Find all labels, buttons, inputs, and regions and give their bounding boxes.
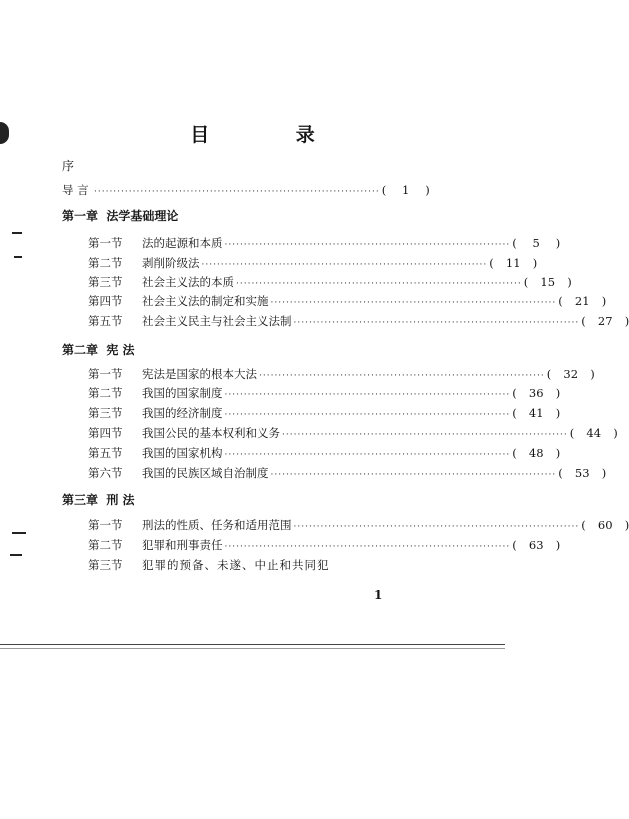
section-title: 剥削阶级法	[142, 256, 200, 270]
section-entry	[88, 445, 561, 461]
section-page: 5	[532, 236, 540, 250]
chapter-label: 第一章	[62, 209, 99, 223]
page-number: 1	[374, 588, 383, 602]
section-entry	[88, 293, 607, 309]
section-entry	[88, 274, 572, 290]
scan-mark	[14, 256, 22, 258]
section-title: 我国的国家机构	[142, 446, 223, 460]
page-ref: ( 44 )	[569, 426, 618, 440]
section-page: 63	[528, 538, 544, 552]
leader-dots: ··········································································	[293, 522, 580, 532]
page-ref: ( 36 )	[512, 386, 561, 400]
chapter-heading	[62, 342, 135, 358]
bottom-rule	[0, 644, 505, 645]
page-ref: ( 27 )	[581, 314, 629, 328]
scan-mark	[10, 554, 22, 556]
leader-dots: ··········································································	[293, 318, 580, 328]
section-page: 32	[563, 367, 579, 381]
chapter-title: 宪 法	[106, 343, 135, 357]
section-page: 41	[528, 406, 544, 420]
leader-dots: ··········································································	[224, 542, 511, 552]
leader-dots: ··········································································	[236, 279, 522, 289]
section-entry	[88, 537, 561, 553]
section-number: 第一节	[88, 367, 123, 381]
section-page: 11	[505, 256, 521, 270]
leader-dots: ··········································································	[201, 260, 488, 270]
section-title: 犯罪和刑事责任	[142, 538, 223, 552]
section-number: 第三节	[88, 406, 123, 420]
section-page: 21	[574, 294, 590, 308]
intro-label: 导 言	[62, 183, 89, 197]
intro-entry	[62, 182, 430, 198]
section-number: 第一节	[88, 518, 123, 532]
section-number: 第四节	[88, 426, 123, 440]
section-entry	[88, 255, 538, 271]
page-ref: ( 32 )	[546, 367, 595, 381]
section-page: 44	[586, 426, 602, 440]
leader-dots: ··········································································	[224, 390, 511, 400]
section-entry	[88, 385, 561, 401]
section-title: 我国的经济制度	[142, 406, 223, 420]
section-entry	[88, 235, 561, 251]
section-title: 社会主义民主与社会主义法制	[142, 314, 292, 328]
section-number: 第一节	[88, 236, 123, 250]
section-title: 我国公民的基本权利和义务	[142, 426, 280, 440]
section-number: 第二节	[88, 386, 123, 400]
bottom-rule-faint	[0, 648, 505, 649]
section-number: 第二节	[88, 538, 123, 552]
section-title: 刑法的性质、任务和适用范围	[142, 518, 292, 532]
page-ref: ( 60 )	[581, 518, 629, 532]
page-ref: ( 63 )	[512, 538, 561, 552]
section-entry	[88, 425, 618, 441]
chapter-heading	[62, 208, 178, 224]
leader-dots: ··········································································	[270, 470, 557, 480]
section-page: 27	[597, 314, 613, 328]
section-title: 我国的民族区域自治制度	[142, 466, 269, 480]
section-entry	[88, 517, 629, 533]
leader-dots: ··········································································	[270, 298, 557, 308]
section-page: 15	[540, 275, 556, 289]
section-title: 社会主义法的本质	[142, 275, 234, 289]
page-title: 目 录	[190, 124, 355, 146]
section-page: 36	[528, 386, 544, 400]
section-number: 第三节	[88, 558, 123, 572]
leader-dots: ··········································································	[282, 430, 568, 440]
intro-page: 1	[402, 183, 410, 197]
section-number: 第五节	[88, 446, 123, 460]
leader-dots: ··········································································	[224, 450, 511, 460]
page-ref: ( 21 )	[558, 294, 607, 308]
chapter-label: 第二章	[62, 343, 99, 357]
page-ref: ( 5 )	[512, 236, 561, 250]
section-title: 我国的国家制度	[142, 386, 223, 400]
section-number: 第六节	[88, 466, 123, 480]
section-page: 60	[597, 518, 613, 532]
page-ref: ( 53 )	[558, 466, 607, 480]
section-entry	[88, 557, 404, 573]
page-ref: ( 11 )	[489, 256, 538, 270]
scan-mark	[12, 532, 26, 534]
page-ref: ( 1 )	[381, 183, 430, 197]
page-ref: ( 48 )	[512, 446, 561, 460]
section-page: 53	[574, 466, 590, 480]
section-number: 第五节	[88, 314, 123, 328]
section-number: 第四节	[88, 294, 123, 308]
section-title: 宪法是国家的根本大法	[142, 367, 257, 381]
scan-mark	[12, 232, 22, 234]
leader-dots: ··········································································	[224, 240, 511, 250]
preface-entry: 序	[62, 159, 75, 173]
chapter-heading	[62, 492, 135, 508]
chapter-title: 法学基础理论	[106, 209, 179, 223]
leader-dots: ··········································································	[94, 187, 380, 197]
page-ref: ( 15 )	[523, 275, 572, 289]
section-entry	[88, 366, 595, 382]
section-title: 犯罪的预备、未遂、中止和共同犯	[142, 558, 330, 572]
leader-dots: ··········································································	[224, 410, 511, 420]
section-entry	[88, 405, 561, 421]
chapter-label: 第三章	[62, 493, 99, 507]
section-title: 社会主义法的制定和实施	[142, 294, 269, 308]
section-page: 48	[528, 446, 544, 460]
section-number: 第二节	[88, 256, 123, 270]
chapter-title: 刑 法	[106, 493, 135, 507]
section-entry	[88, 465, 607, 481]
leader-dots: ··········································································	[259, 371, 545, 381]
section-title: 法的起源和本质	[142, 236, 223, 250]
section-entry	[88, 313, 629, 329]
page-ref: ( 41 )	[512, 406, 561, 420]
section-number: 第三节	[88, 275, 123, 289]
